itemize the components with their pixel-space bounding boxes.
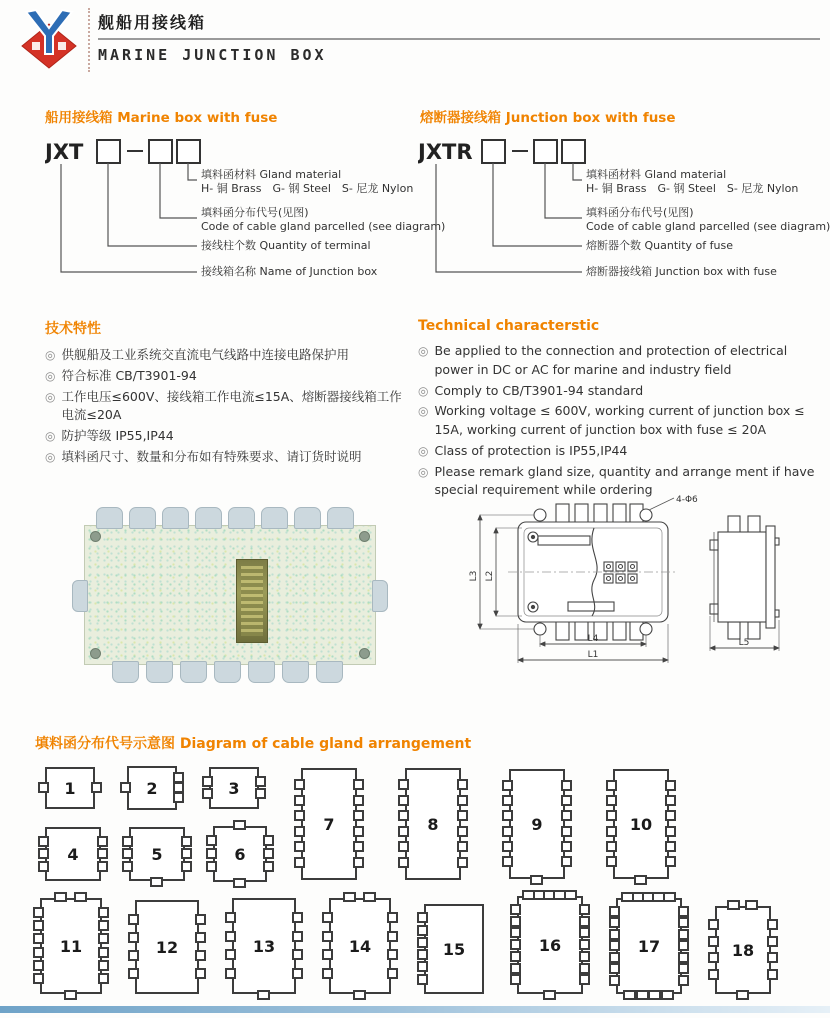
cable-gland-stub [294, 795, 305, 806]
gland-diagram-number: 18 [731, 940, 755, 960]
model-code-jxtr: JXTR [418, 140, 473, 164]
cable-gland-stub [387, 931, 398, 942]
cable-gland-stub [98, 947, 109, 958]
model-code-jxt: JXT [45, 140, 84, 164]
cable-gland-stub [294, 826, 305, 837]
gland-diagram-13 [232, 898, 296, 994]
cable-gland-stub [502, 795, 513, 806]
cable-gland-stub [665, 856, 676, 867]
cable-gland-stub [609, 917, 620, 928]
cable-gland-stub [294, 857, 305, 868]
cable-gland-stub [609, 963, 620, 974]
cable-gland-stub [606, 856, 617, 867]
cable-gland-stub [510, 963, 521, 974]
bullet-icon: ◎ [418, 383, 429, 398]
cable-gland-stub [322, 912, 333, 923]
cable-gland-stub [33, 960, 44, 971]
cable-gland-stub [202, 776, 213, 787]
label-box-name: 接线箱名称 Name of Junction box [201, 265, 378, 278]
gland-diagram-8 [405, 768, 461, 880]
gland-diagram-1 [45, 767, 95, 809]
cable-gland-stub [609, 929, 620, 940]
cable-gland-stub [561, 856, 572, 867]
cable-gland-stub [561, 795, 572, 806]
bullet-icon: ◎ [418, 443, 429, 458]
cable-gland-stub [417, 961, 428, 972]
cable-gland-stub [173, 792, 184, 803]
cable-gland-stub [398, 826, 409, 837]
cable-gland-stub [353, 841, 364, 852]
cable-gland-stub [502, 810, 513, 821]
gland-diagram-number: 9 [531, 814, 543, 834]
cable-gland [195, 507, 222, 529]
cable-gland-stub [292, 931, 303, 942]
cable-gland-stub [579, 939, 590, 950]
cable-gland [72, 580, 88, 612]
cable-gland [146, 661, 173, 683]
cable-gland-stub [530, 875, 543, 885]
cable-gland-stub [708, 919, 719, 930]
cable-gland-stub [387, 949, 398, 960]
cable-gland-stub [97, 848, 108, 859]
tech-item: ◎ Be applied to the connection and protection of electrical power in DC or AC for marine and industry field [418, 342, 816, 380]
cable-gland-stub [678, 940, 689, 951]
cable-gland-stub [128, 968, 139, 979]
cable-gland-stub [263, 861, 274, 872]
cable-gland [112, 661, 139, 683]
gland-diagram-18 [715, 906, 771, 994]
cable-gland-stub [665, 826, 676, 837]
screw [90, 531, 101, 542]
cable-gland-stub [38, 836, 49, 847]
cable-gland-stub [606, 780, 617, 791]
cable-gland-stub [181, 848, 192, 859]
gland-diagram-10 [613, 769, 669, 879]
cable-gland-stub [665, 795, 676, 806]
cable-gland-stub [606, 810, 617, 821]
cable-gland-stub [609, 940, 620, 951]
cable-gland [228, 507, 255, 529]
tech-item: ◎ Please remark gland size, quantity and arrange ment if have special requirement while ordering [418, 463, 816, 501]
gland-diagram-number: 15 [442, 939, 466, 959]
cable-gland-stub [38, 782, 49, 793]
cable-gland-stub [122, 861, 133, 872]
gland-diagram-grid-bottom [40, 896, 790, 1004]
gland-diagram-3 [209, 767, 259, 809]
screw [359, 648, 370, 659]
cable-gland-stub [206, 835, 217, 846]
cable-gland-stub [417, 949, 428, 960]
header-divider [88, 8, 90, 72]
cable-gland-stub [510, 927, 521, 938]
cable-gland-stub [98, 960, 109, 971]
tech-item: ◎ 防护等级 IP55,IP44 [45, 427, 405, 446]
bullet-icon: ◎ [45, 389, 56, 404]
gland-diagram-6 [213, 826, 267, 882]
cable-gland-stub [292, 949, 303, 960]
cable-gland-stub [457, 857, 468, 868]
cable-gland-stub [457, 810, 468, 821]
cable-gland-stub [502, 856, 513, 867]
label-gland-code: 填料函分布代号(见图) Code of cable gland parcelled (see diagram) [201, 206, 446, 233]
cable-gland-stub [322, 968, 333, 979]
cable-gland-stub [387, 968, 398, 979]
cable-gland-stub [353, 826, 364, 837]
cable-gland-stub [708, 952, 719, 963]
cable-gland [327, 507, 354, 529]
gland-diagram-number: 4 [67, 844, 79, 864]
section-title-gland-arrangement: 填料函分布代号示意图 Diagram of cable gland arrangement [35, 736, 472, 752]
cable-gland-stub [353, 779, 364, 790]
cable-gland-stub [606, 826, 617, 837]
cable-gland [180, 661, 207, 683]
cable-gland-stub [74, 892, 87, 902]
cable-gland [372, 580, 388, 612]
label-fuse-qty: 熔断器个数 Quantity of fuse [586, 239, 733, 252]
cable-gland-stub [322, 931, 333, 942]
gland-diagram-11 [40, 898, 102, 994]
cable-gland-stub [634, 875, 647, 885]
gland-diagram-4 [45, 827, 101, 881]
gland-diagram-number: 17 [637, 936, 661, 956]
bullet-icon: ◎ [45, 368, 56, 383]
cable-gland-stub [263, 835, 274, 846]
cable-gland-stub [33, 907, 44, 918]
gland-diagram-number: 16 [538, 935, 562, 955]
cable-gland-stub [457, 826, 468, 837]
cable-gland [162, 507, 189, 529]
cable-gland-stub [38, 848, 49, 859]
cable-gland-stub [736, 990, 749, 1000]
bullet-icon: ◎ [418, 404, 429, 419]
cable-gland-stub [91, 782, 102, 793]
cable-gland-stub [202, 788, 213, 799]
cable-gland-stub [457, 841, 468, 852]
brand-logo [20, 8, 78, 72]
gland-diagram-7 [301, 768, 357, 880]
cable-gland-stub [398, 810, 409, 821]
cable-gland-stub [398, 795, 409, 806]
page-title-en: MARINE JUNCTION BOX [98, 46, 327, 64]
cable-gland-stub [33, 973, 44, 984]
cable-gland-stub [561, 841, 572, 852]
cable-gland-stub [398, 841, 409, 852]
cable-gland-stub [510, 974, 521, 985]
cable-gland-stub [64, 990, 77, 1000]
cable-gland-stub [417, 925, 428, 936]
dim-l2: L2 [485, 570, 495, 582]
nameplate [236, 559, 268, 643]
dim-l1: L1 [587, 650, 599, 660]
dimension-drawing [456, 492, 806, 702]
section-title-marine-box: 船用接线箱 Marine box with fuse [45, 110, 278, 126]
bullet-icon: ◎ [45, 348, 56, 362]
cable-gland-stub [98, 933, 109, 944]
cable-gland [316, 661, 343, 683]
cable-gland-stub [665, 841, 676, 852]
label-terminal-qty: 接线柱个数 Quantity of terminal [201, 239, 371, 252]
cable-gland [248, 661, 275, 683]
cable-gland-stub [257, 990, 270, 1000]
gland-diagram-5 [129, 827, 185, 881]
dim-l3: L3 [469, 570, 479, 582]
gland-diagram-number: 2 [146, 778, 158, 798]
gland-diagram-number: 8 [427, 814, 439, 834]
cable-gland-stub [353, 857, 364, 868]
cable-gland-stub [353, 795, 364, 806]
cable-gland-stub [663, 892, 676, 902]
cable-gland-stub [294, 841, 305, 852]
cable-gland-stub [678, 906, 689, 917]
cable-gland-stub [233, 820, 246, 830]
cable-gland-stub [665, 780, 676, 791]
cable-gland-stub [33, 933, 44, 944]
tech-item: ◎ 填料函尺寸、数量和分布如有特殊要求、请订货时说明 [45, 448, 405, 467]
cable-gland-stub [609, 906, 620, 917]
cable-gland-stub [150, 877, 163, 887]
gland-diagram-15 [424, 904, 484, 994]
gland-diagram-number: 10 [629, 814, 653, 834]
gland-diagram-number: 14 [348, 936, 372, 956]
cable-gland-stub [122, 836, 133, 847]
cable-gland-stub [606, 841, 617, 852]
cable-gland-stub [181, 861, 192, 872]
cable-gland-stub [195, 968, 206, 979]
cable-gland-stub [561, 810, 572, 821]
gland-diagram-2 [127, 766, 177, 810]
label-gland-material: 填料函材料 Gland material H- 铜 Brass G- 钢 Steel S- 尼龙 Nylon [201, 168, 414, 195]
screw [359, 531, 370, 542]
cable-gland [261, 507, 288, 529]
cable-gland-stub [510, 916, 521, 927]
cable-gland-stub [195, 914, 206, 925]
dim-l5: L5 [738, 638, 750, 648]
drawing-callout: 4-Φ6 [676, 495, 698, 505]
cable-gland-stub [745, 900, 758, 910]
tech-title-en: Technical characterstic [418, 318, 600, 334]
cable-gland-stub [678, 917, 689, 928]
label-box-name: 熔断器接线箱 Junction box with fuse [586, 265, 777, 278]
gland-diagram-16 [517, 896, 583, 994]
cable-gland-stub [195, 950, 206, 961]
dim-l4: L4 [587, 634, 599, 644]
cable-gland-stub [417, 974, 428, 985]
cable-gland-stub [727, 900, 740, 910]
cable-gland-stub [353, 810, 364, 821]
cable-gland-stub [122, 848, 133, 859]
cable-gland-stub [225, 968, 236, 979]
bullet-icon: ◎ [45, 429, 56, 443]
bullet-icon: ◎ [45, 449, 56, 464]
cable-gland-stub [353, 990, 366, 1000]
cable-gland-stub [128, 914, 139, 925]
cable-gland-stub [502, 780, 513, 791]
bullet-icon: ◎ [418, 464, 429, 479]
cable-gland-stub [561, 826, 572, 837]
cable-gland-stub [708, 936, 719, 947]
gland-diagram-12 [135, 900, 199, 994]
tech-item: ◎ Comply to CB/T3901-94 standard [418, 382, 816, 401]
product-photo [72, 503, 388, 687]
cable-gland-stub [292, 912, 303, 923]
cable-gland-stub [502, 841, 513, 852]
cable-gland-stub [128, 950, 139, 961]
cable-gland-stub [767, 952, 778, 963]
cable-gland-stub [543, 990, 556, 1000]
cable-gland-stub [120, 782, 131, 793]
cable-gland-stub [648, 990, 661, 1000]
cable-gland-stub [225, 931, 236, 942]
cable-gland-stub [387, 912, 398, 923]
section-title-fuse-box: 熔断器接线箱 Junction box with fuse [420, 110, 676, 126]
label-gland-code: 填料函分布代号(见图) Code of cable gland parcelled (see diagram) [586, 206, 830, 233]
cable-gland-stub [255, 788, 266, 799]
cable-gland-stub [322, 949, 333, 960]
cable-gland-stub [225, 949, 236, 960]
gland-diagram-number: 13 [252, 936, 276, 956]
cable-gland-stub [195, 932, 206, 943]
bullet-icon: ◎ [418, 344, 429, 358]
cable-gland-stub [767, 919, 778, 930]
cable-gland-stub [609, 952, 620, 963]
cable-gland-stub [294, 779, 305, 790]
cable-gland-stub [678, 952, 689, 963]
cable-gland-stub [708, 969, 719, 980]
gland-diagram-number: 6 [234, 844, 246, 864]
cable-gland-stub [606, 795, 617, 806]
cable-gland-stub [255, 776, 266, 787]
header-rule [98, 38, 820, 40]
cable-gland-stub [98, 973, 109, 984]
cable-gland-stub [398, 857, 409, 868]
cable-gland-stub [292, 968, 303, 979]
cable-gland-stub [678, 929, 689, 940]
cable-gland [294, 507, 321, 529]
cable-gland-stub [98, 920, 109, 931]
cable-gland-stub [678, 975, 689, 986]
gland-diagram-number: 7 [323, 814, 335, 834]
cable-gland-stub [294, 810, 305, 821]
gland-diagram-number: 3 [228, 778, 240, 798]
gland-diagram-grid-top [45, 766, 669, 882]
cable-gland-stub [54, 892, 67, 902]
cable-gland-stub [417, 912, 428, 923]
cable-gland-stub [128, 932, 139, 943]
cable-gland-stub [457, 779, 468, 790]
gland-diagram-number: 11 [59, 936, 83, 956]
cable-gland-stub [767, 936, 778, 947]
cable-gland-stub [510, 904, 521, 915]
gland-diagram-14 [329, 898, 391, 994]
cable-gland-stub [579, 916, 590, 927]
cable-gland-stub [97, 861, 108, 872]
tech-title-zh: 技术特性 [45, 321, 101, 337]
page-footer-bar [0, 1006, 830, 1013]
cable-gland-stub [263, 848, 274, 859]
tech-item: ◎ 符合标准 CB/T3901-94 [45, 367, 405, 386]
gland-diagram-number: 5 [151, 844, 163, 864]
cable-gland-stub [609, 975, 620, 986]
tech-characteristics-zh [45, 318, 405, 469]
cable-gland [96, 507, 123, 529]
cable-gland [214, 661, 241, 683]
cable-gland [129, 507, 156, 529]
cable-gland-stub [343, 892, 356, 902]
cable-gland-stub [417, 937, 428, 948]
cable-gland [282, 661, 309, 683]
cable-gland-stub [661, 990, 674, 1000]
cable-gland-stub [579, 904, 590, 915]
cable-gland-stub [510, 951, 521, 962]
cable-gland-stub [363, 892, 376, 902]
cable-gland-stub [678, 963, 689, 974]
cable-gland-stub [623, 990, 636, 1000]
tech-item: ◎ Working voltage ≤ 600V, working current of junction box ≤ 15A, working current of junction box with fuse ≤ 20A [418, 402, 816, 440]
screw [90, 648, 101, 659]
cable-gland-stub [181, 836, 192, 847]
cable-gland-stub [510, 939, 521, 950]
cable-gland-stub [38, 861, 49, 872]
model-designation-jxtr [418, 136, 830, 311]
cable-gland-stub [398, 779, 409, 790]
gland-diagram-9 [509, 769, 565, 879]
cable-gland-stub [665, 810, 676, 821]
label-gland-material: 填料函材料 Gland material H- 铜 Brass G- 钢 Steel S- 尼龙 Nylon [586, 168, 799, 195]
tech-characteristics-en [418, 318, 816, 502]
cable-gland-stub [457, 795, 468, 806]
cable-gland-stub [98, 907, 109, 918]
cable-gland-stub [636, 990, 649, 1000]
gland-diagram-number: 12 [155, 937, 179, 957]
cable-gland-stub [97, 836, 108, 847]
cable-gland-stub [767, 969, 778, 980]
cable-gland-stub [502, 826, 513, 837]
cable-gland-stub [233, 878, 246, 888]
cable-gland-stub [33, 920, 44, 931]
cable-gland-stub [561, 780, 572, 791]
page-title-zh: 舰船用接线箱 [98, 13, 207, 32]
cable-gland-stub [579, 963, 590, 974]
cable-gland-stub [225, 912, 236, 923]
cable-gland-stub [33, 947, 44, 958]
cable-gland-stub [579, 974, 590, 985]
gland-diagram-number: 1 [64, 778, 76, 798]
cable-gland-stub [579, 951, 590, 962]
cable-gland-stub [206, 848, 217, 859]
cable-gland-stub [579, 927, 590, 938]
gland-diagram-17 [616, 898, 682, 994]
junction-box-face [84, 525, 376, 665]
cable-gland-stub [206, 861, 217, 872]
tech-item: ◎ 工作电压≤600V、接线箱工作电流≤15A、熔断器接线箱工作电流≤20A [45, 388, 405, 426]
tech-item: ◎ Class of protection is IP55,IP44 [418, 442, 816, 461]
cable-gland-stub [564, 890, 577, 900]
tech-item: ◎ 供舰船及工业系统交直流电气线路中连接电路保护用 [45, 346, 405, 365]
